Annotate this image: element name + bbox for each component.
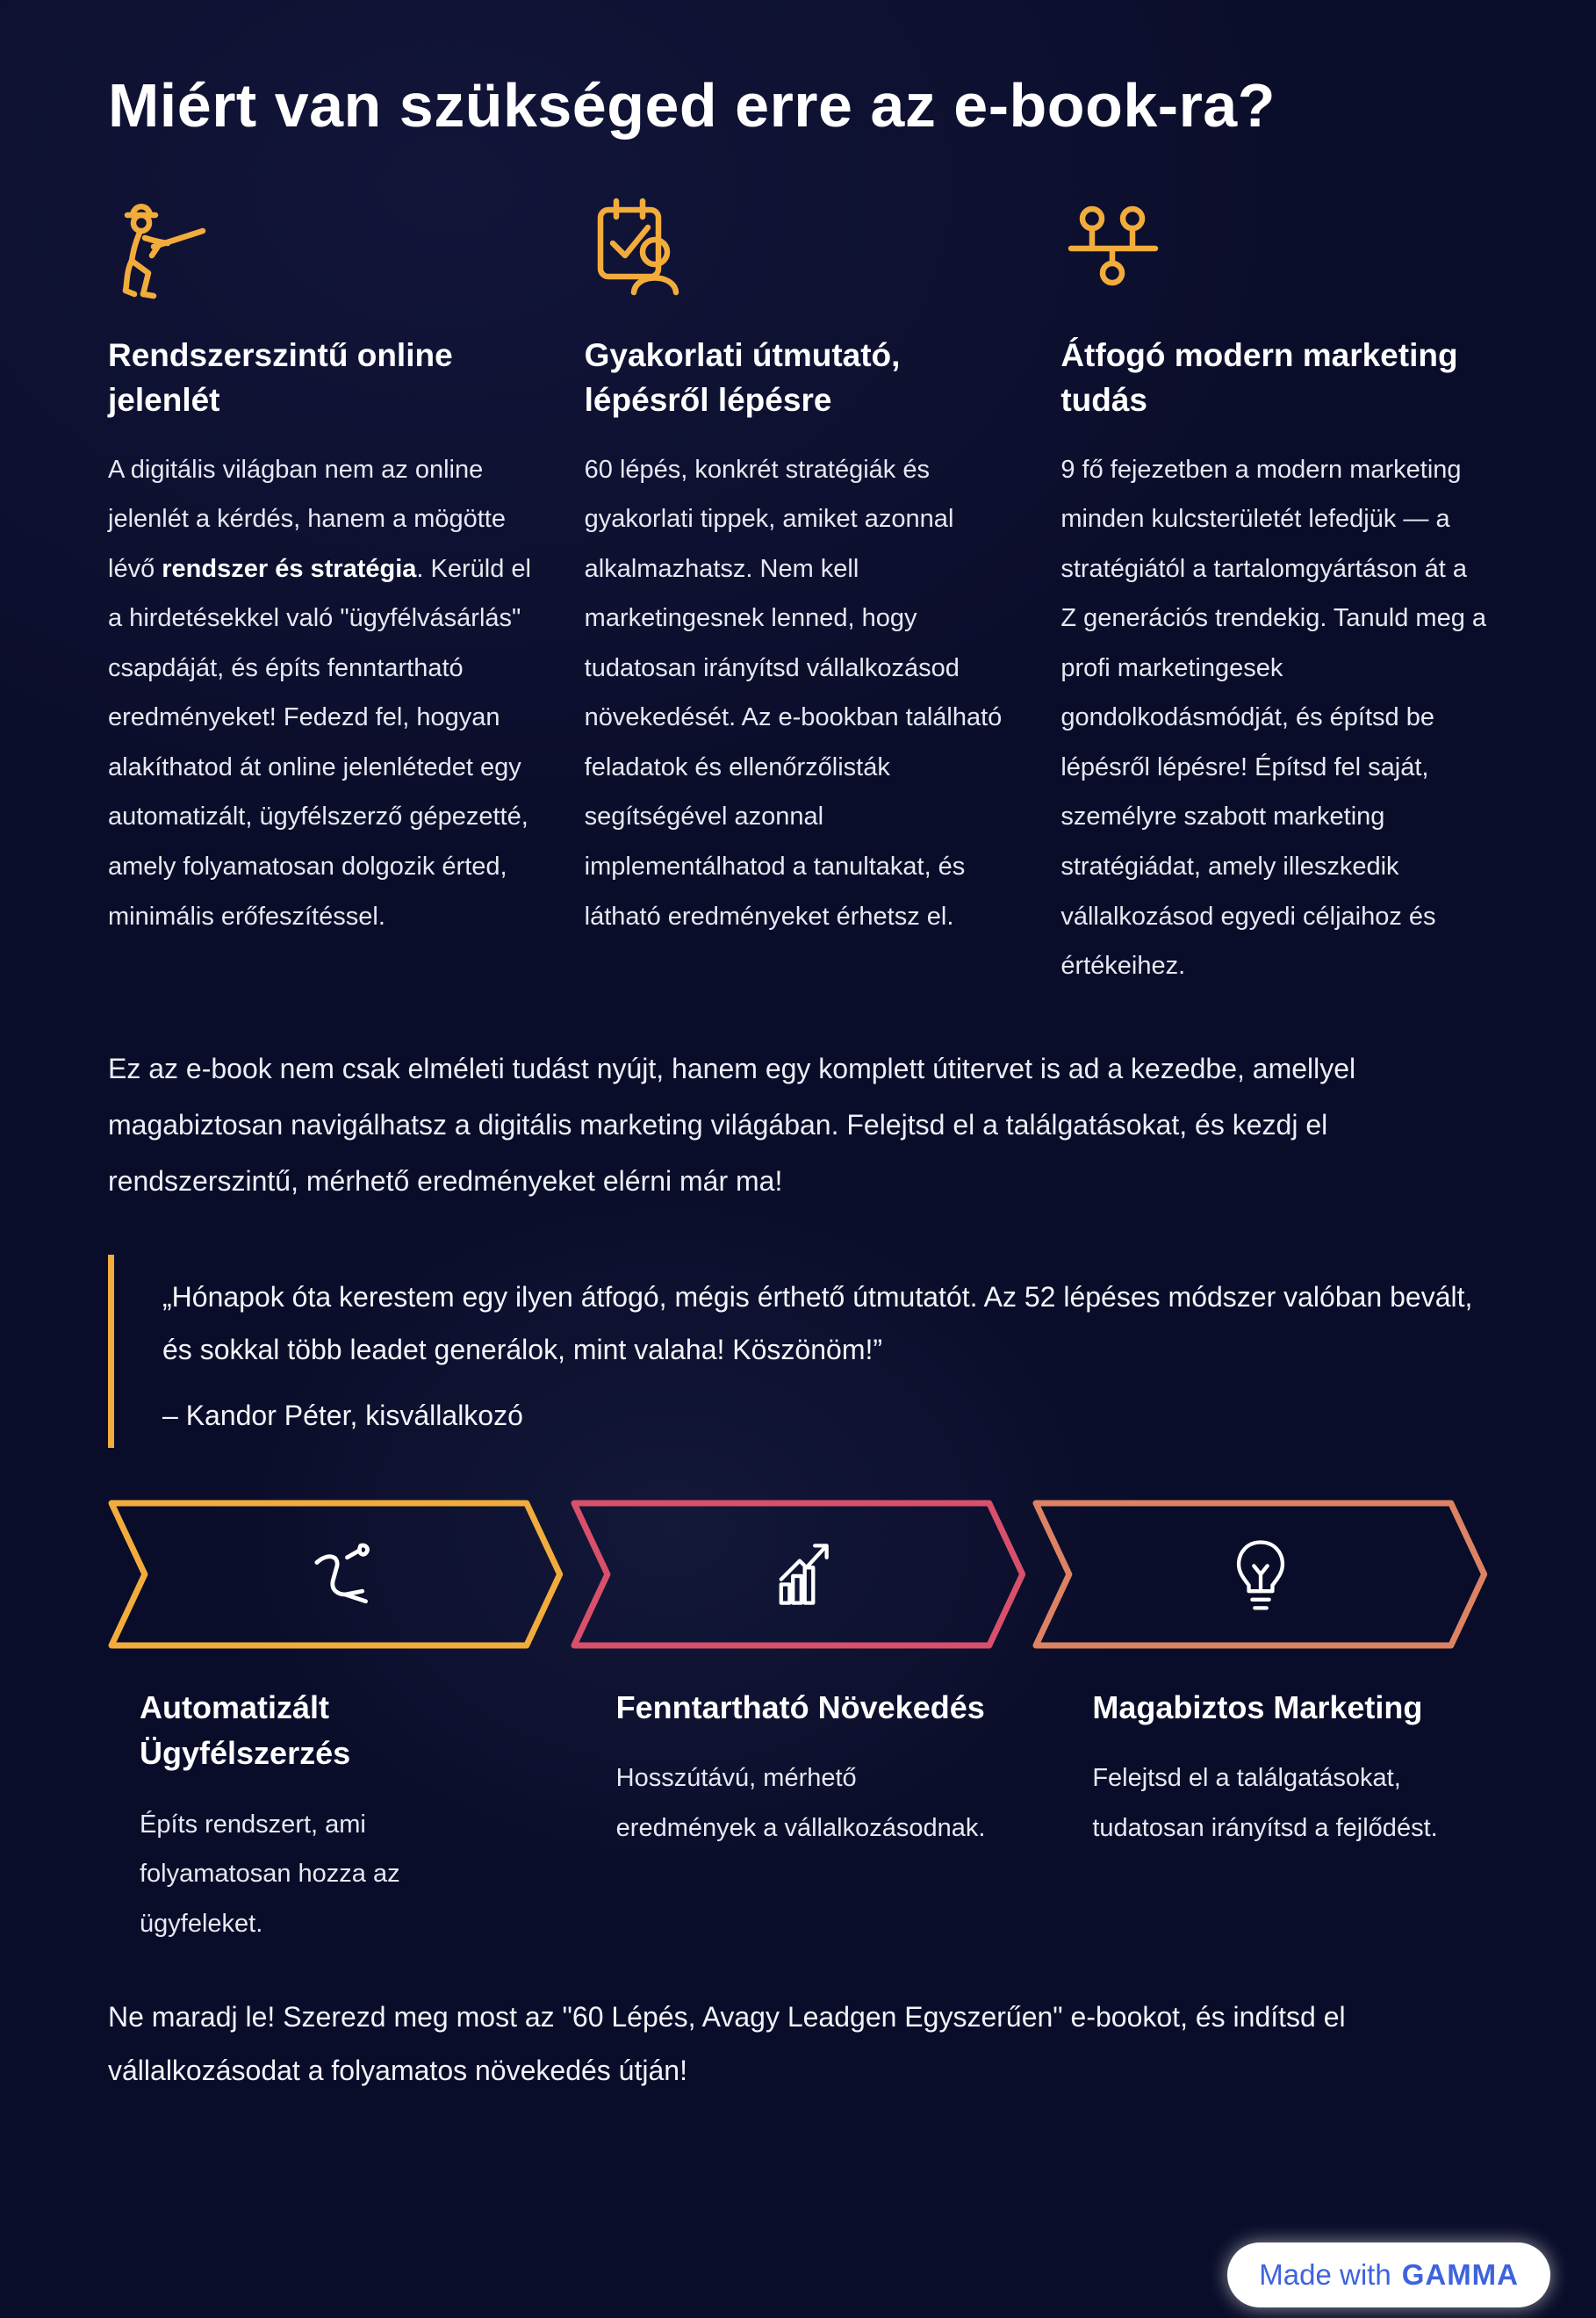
benefit-title: Automatizált Ügyfélszerzés <box>140 1689 351 1772</box>
feature-online-presence <box>108 191 536 991</box>
feature-body-post: . Kerüld el a hirdetésekkel való "ügyfélvásárlás" csapdáját, és építs fenntartható eredményeket! Fedezd fel, hogyan alakíthatod át online jelenlétedet egy automatizált, ügyfélszerző gépezetté, amely folyamatosan dolgozik érted, minimális erőfeszítéssel. <box>108 554 531 931</box>
hunter-icon <box>108 191 536 303</box>
feature-body: 9 fő fejezetben a modern marketing minden kulcsterületét lefedjük — a stratégiától a tartalomgyártáson át a Z generációs trendekig. Tanuld meg a profi marketingesek gondolkodásmódját, és építsd be lépésről lépésre! Építsd fel saját, személyre szabott marketing stratégiádat, amely illeszkedik vállalkozásod egyedi céljaihoz és értékeihez. <box>1060 455 1487 981</box>
feature-body-pre: A digitális világban nem az online jelenlét a kérdés, hanem a mögötte lévő <box>108 455 506 583</box>
feature-body <box>108 445 536 941</box>
badge-made-with-label: Made with <box>1259 2258 1391 2291</box>
benefit-confident-marketing <box>1060 1685 1488 1948</box>
benefit-title: Fenntartható Növekedés <box>615 1689 985 1726</box>
chevron-automated-acquisition <box>108 1499 564 1650</box>
checklist-person-icon <box>585 191 1012 303</box>
feature-heading: Rendszerszintű online jelenlét <box>108 336 453 418</box>
lightbulb-icon <box>1032 1499 1488 1650</box>
chevron-confident-marketing <box>1032 1499 1488 1650</box>
benefit-body: Építs rendszert, ami folyamatosan hozza az ügyfeleket. <box>140 1810 400 1938</box>
network-icon <box>1060 191 1488 303</box>
feature-marketing-knowledge <box>1060 191 1488 991</box>
content <box>0 70 1596 2098</box>
feature-heading: Átfogó modern marketing tudás <box>1060 336 1458 418</box>
benefit-body: Felejtsd el a találgatásokat, tudatosan irányítsd a fejlődést. <box>1092 1764 1438 1842</box>
quote-text: „Hónapok óta kerestem egy ilyen átfogó, mégis érthető útmutatót. Az 52 lépéses módszer valóban bevált, és sokkal több leadet generálok, mint valaha! Köszönöm!” <box>162 1280 1473 1366</box>
benefit-labels <box>108 1685 1488 1948</box>
feature-body: 60 lépés, konkrét stratégiák és gyakorlati tippek, amiket azonnal alkalmazhatsz. Nem kell marketingesnek lenned, hogy tudatosan irányítsd vállalkozásod növekedését. Az e-bookban található feladatok és ellenőrzőlisták segítségével azonnal implementálhatod a tanultakat, és látható eredményeket érhetsz el. <box>584 455 1003 931</box>
feature-body-bold: rendszer és stratégia <box>162 554 417 583</box>
benefit-chevrons <box>108 1499 1488 1650</box>
summary-paragraph: Ez az e-book nem csak elméleti tudást nyújt, hanem egy komplett útitervet is ad a kezedbe, amellyel magabiztosan navigálhatsz a digitális marketing világában. Felejtsd el a találgatásokat, és kezdj el rendszerszintű, mérhető eredményeket elérni már ma! <box>108 1052 1356 1197</box>
benefit-body: Hosszútávú, mérhető eredmények a vállalkozásodnak. <box>615 1764 986 1842</box>
growth-chart-icon <box>571 1499 1026 1650</box>
feature-practical-guide <box>585 191 1012 991</box>
snare-trap-icon <box>108 1499 564 1650</box>
feature-columns <box>108 191 1488 991</box>
benefit-sustainable-growth <box>585 1685 1012 1948</box>
page <box>0 70 1596 2318</box>
testimonial-quote <box>108 1255 1488 1449</box>
feature-heading: Gyakorlati útmutató, lépésről lépésre <box>584 336 901 418</box>
cta-text: Ne maradj le! Szerezd meg most az "60 Lépés, Avagy Leadgen Egyszerűen" e-bookot, és indítsd el vállalkozásodat a folyamatos növekedés útján! <box>108 2001 1346 2087</box>
made-with-gamma-badge[interactable] <box>1227 2242 1550 2307</box>
page-title: Miért van szükséged erre az e-book-ra? <box>108 71 1276 140</box>
quote-author: – Kandor Péter, kisvállalkozó <box>162 1400 523 1432</box>
gamma-logo: GAMMA <box>1401 2258 1519 2291</box>
chevron-sustainable-growth <box>571 1499 1026 1650</box>
benefit-title: Magabiztos Marketing <box>1092 1689 1423 1726</box>
benefit-automated-acquisition <box>108 1685 536 1948</box>
